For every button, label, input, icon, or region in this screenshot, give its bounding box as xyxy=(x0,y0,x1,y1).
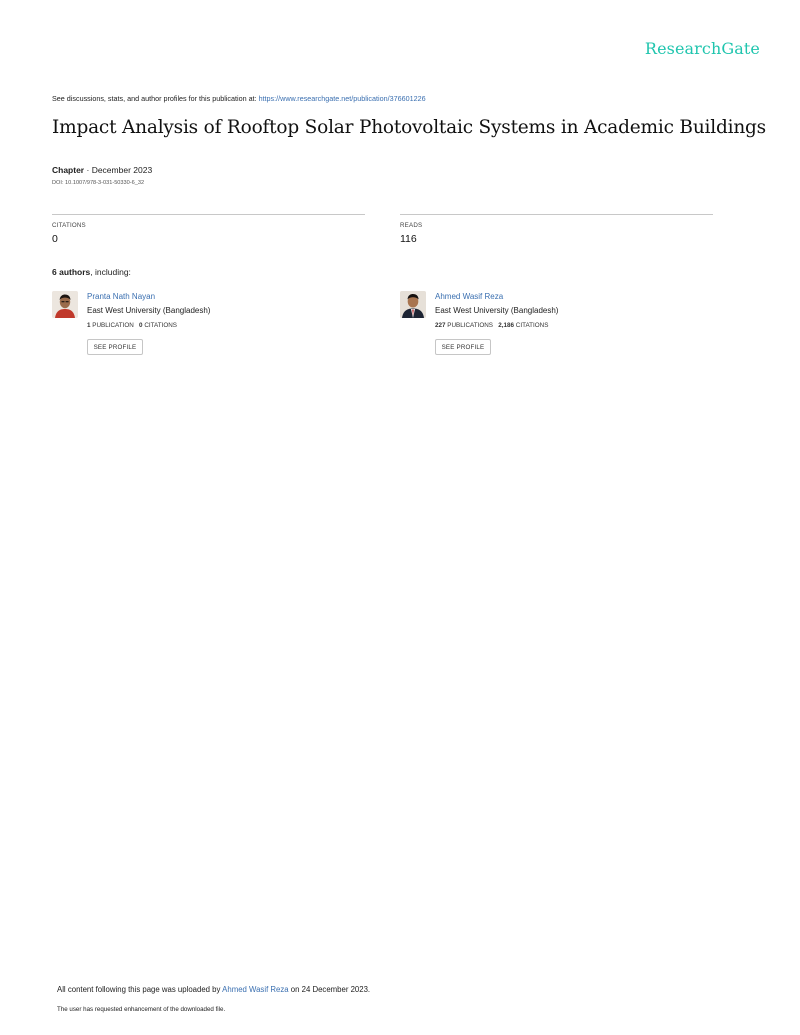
publication-type: Chapter xyxy=(52,165,85,175)
authors-suffix: , including: xyxy=(90,267,131,277)
authors-count: 6 authors xyxy=(52,267,91,277)
upload-suffix: on 24 December 2023. xyxy=(288,985,371,994)
author-name[interactable]: Pranta Nath Nayan xyxy=(87,292,156,301)
publication-link[interactable]: https://www.researchgate.net/publication/376601226 xyxy=(258,94,426,103)
see-profile-button[interactable]: SEE PROFILE xyxy=(87,339,143,355)
author-institution: East West University (Bangladesh) xyxy=(87,306,211,315)
author-card xyxy=(400,291,700,361)
author-stats xyxy=(435,322,548,329)
author-stats xyxy=(87,322,177,329)
publication-title: Impact Analysis of Rooftop Solar Photovoltaic Systems in Academic Buildings xyxy=(52,117,766,138)
avatar[interactable] xyxy=(400,291,426,318)
meta-separator: · xyxy=(84,165,92,175)
enhancement-note: The user has requested enhancement of the downloaded file. xyxy=(57,1006,226,1013)
see-profile-button[interactable]: SEE PROFILE xyxy=(435,339,491,355)
author-citations-count: 2,186 xyxy=(498,322,515,329)
publications-count: 1 xyxy=(87,322,91,329)
publications-label: PUBLICATION xyxy=(92,322,134,329)
upload-note xyxy=(57,985,370,994)
intro-line xyxy=(52,94,426,103)
author-card xyxy=(52,291,352,361)
author-citations-label: CITATIONS xyxy=(515,322,549,329)
citations-divider xyxy=(52,214,365,215)
publication-date: December 2023 xyxy=(91,165,153,175)
author-institution: East West University (Bangladesh) xyxy=(435,306,559,315)
upload-prefix: All content following this page was uploaded by xyxy=(57,985,223,994)
citations-value: 0 xyxy=(52,233,58,245)
publication-meta xyxy=(52,165,152,175)
researchgate-logo[interactable]: ResearchGate xyxy=(644,39,760,58)
reads-value: 116 xyxy=(400,233,417,245)
avatar[interactable] xyxy=(52,291,78,318)
reads-divider xyxy=(400,214,713,215)
uploader-link[interactable]: Ahmed Wasif Reza xyxy=(222,985,289,994)
intro-text: See discussions, stats, and author profiles for this publication at: xyxy=(52,94,259,103)
publications-count: 227 xyxy=(435,322,446,329)
reads-label: READS xyxy=(400,222,423,229)
authors-heading xyxy=(52,267,131,277)
publications-label: PUBLICATIONS xyxy=(447,322,493,329)
citations-label: CITATIONS xyxy=(52,222,86,229)
author-citations-count: 0 xyxy=(139,322,143,329)
doi: DOI: 10.1007/978-3-031-50330-6_32 xyxy=(52,180,145,186)
author-name[interactable]: Ahmed Wasif Reza xyxy=(435,292,504,301)
author-citations-label: CITATIONS xyxy=(144,322,177,329)
